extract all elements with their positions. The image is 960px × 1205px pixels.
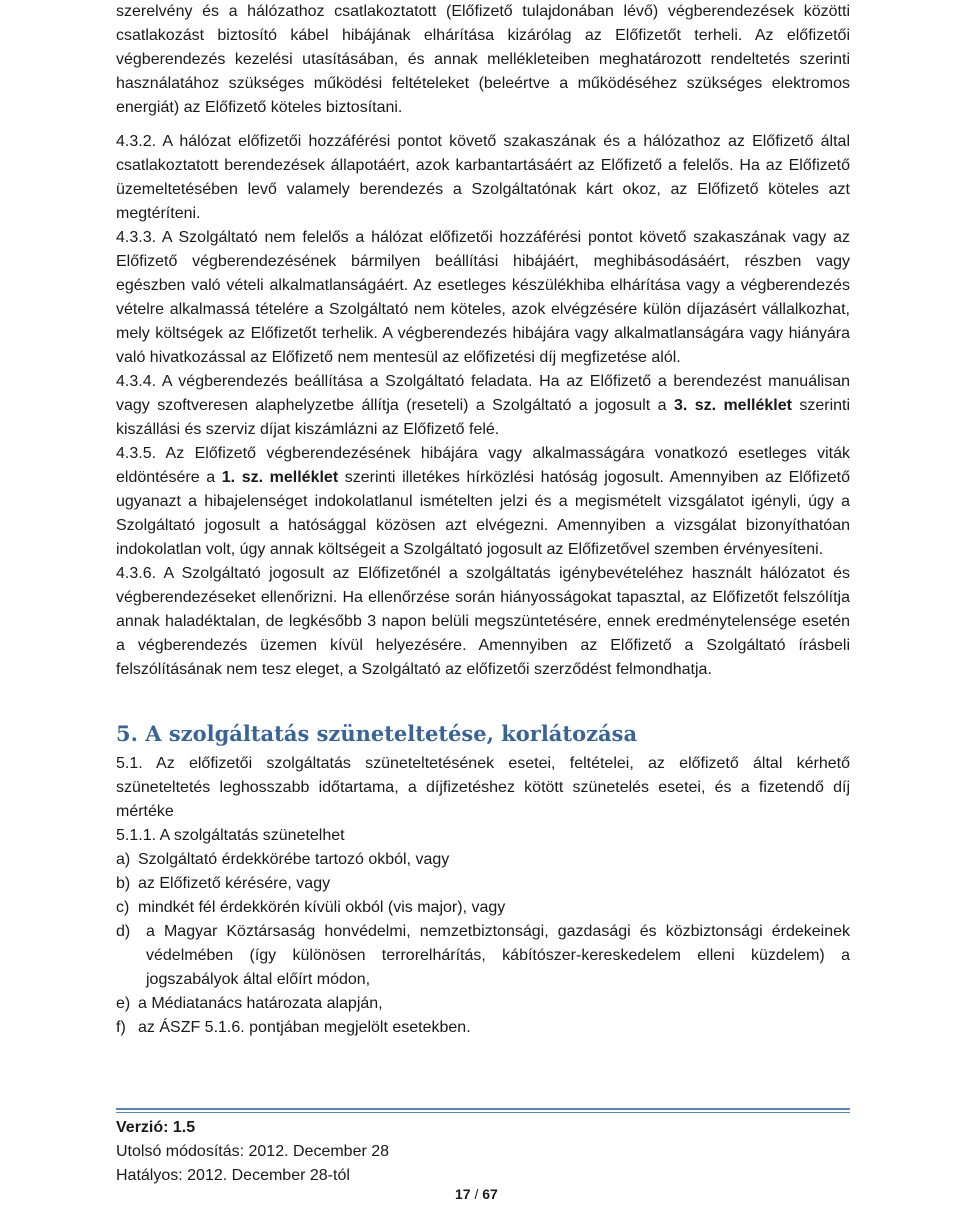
paragraph-4-3-3: 4.3.3. A Szolgáltató nem felelős a hálózat előfizetői hozzáférési pontot követő szakaszának vagy az Előfizető végberendezésének bármilyen beállítási hibájáért, meghibásodásáért, részben vagy egészben való vételi alkalmatlanságáért. Az esetleges készülékhiba elhárítása vagy a végberendezés vételre alkalmassá tételére a Szolgáltató nem köteles, azok elvégzésére külön díjazásért vállalkozhat, mely költségek az Előfizetőt terhelik. A végberendezés hibájára vagy alkalmatlanságára vagy hiányára való hivatkozással az Előfizető nem mentesül az előfizetési díj megfizetése alól.	[116, 229, 850, 366]
paragraph-4-3-2: 4.3.2. A hálózat előfizetői hozzáférési pontot követő szakaszának és a hálózathoz az Előfizető által csatlakoztatott berendezések állapotáért, azok karbantartásáért az Előfizető a felelős. Ha az Előfizető üzemeltetésében levő valamely berendezés a Szolgáltatónak kárt okoz, az Előfizető köteles azt megtéríteni.	[116, 133, 850, 222]
paragraph-continuation: szerelvény és a hálózathoz csatlakoztatott (Előfizető tulajdonában lévő) végberendezések közötti csatlakozást biztosító kábel hibájának elhárítása kizárólag az Előfizetőt terheli. Az előfizetői végberendezés kezelési utasításában, és annak mellékleteiben meghatározott rendeltetés szerinti használatához szükséges működési feltételeket (beleértve a működéséhez szükséges elektromos energiát) az Előfizető köteles biztosítani.	[116, 3, 850, 116]
list-item-text: az Előfizető kérésére, vagy	[138, 875, 331, 892]
list-item	[116, 848, 850, 872]
list-item	[116, 992, 850, 1016]
list-marker: d)	[116, 923, 131, 940]
footer-divider	[116, 1108, 850, 1110]
paragraph-5-1-1: 5.1.1. A szolgáltatás szünetelhet	[116, 827, 345, 844]
section-heading-5: 5. A szolgáltatás szüneteltetése, korlátozása	[116, 721, 638, 746]
page-current: 17	[455, 1186, 471, 1202]
paragraph-4-3-6: 4.3.6. A Szolgáltató jogosult az Előfizetőnél a szolgáltatás igénybevételéhez használt hálózatot és végberendezéseket ellenőrizni. Ha ellenőrzése során hiányosságokat tapasztal, az Előfizetőt felszólítja annak haladéktalan, de legkésőbb 3 napon belüli megszüntetésére, ennek eredménytelensége esetén a végberendezés üzemen kívül helyezésére. Amennyiben az Előfizető a Szolgáltató írásbeli felszólításának nem tesz eleget, a Szolgáltató az előfizetői szerződést felmondhatja.	[116, 565, 850, 678]
list-item-text: az ÁSZF 5.1.6. pontjában megjelölt esetekben.	[138, 1019, 471, 1036]
annex-1-reference: 1. sz. melléklet	[221, 469, 339, 486]
page-separator: /	[470, 1186, 483, 1202]
paragraph-4-3-4-text-b: szerinti kiszállási és szerviz díjat kiszámlázni az Előfizető felé.	[116, 397, 851, 438]
footer	[116, 1116, 389, 1188]
footer-effective-date: Hatályos: 2012. December 28-tól	[116, 1167, 350, 1184]
paragraph-4-3-5-text-a: 4.3.5. Az Előfizető végberendezésének hibájára vagy alkalmasságára vonatkozó esetleges viták eldöntésére a	[116, 445, 850, 486]
list-item-text: Szolgáltató érdekkörébe tartozó okból, vagy	[138, 851, 450, 868]
paragraph-4-3-4-text-a: 4.3.4. A végberendezés beállítása a Szolgáltató feladata. Ha az Előfizető a berendezést manuálisan vagy szoftveresen alaphelyzetbe állítja (reseteli) a Szolgáltató a jogosult a	[116, 373, 850, 414]
annex-3-reference: 3. sz. melléklet	[673, 397, 792, 414]
suspension-reasons-list	[116, 848, 850, 1040]
paragraph-4-3-5-text-b: szerinti illetékes hírközlési hatóság jogosult. Amennyiben az Előfizető ugyanazt a hibajelenséget indokolatlanul ismételten jelzi és a megismételt vizsgálatot igényli, úgy a Szolgáltató jogosult a hatósággal közösen azt elvégezni. Amennyiben a vizsgálat bizonyíthatóan indokolatlan volt, úgy annak költségeit a Szolgáltató jogosult az Előfizetővel szemben érvényesíteni.	[116, 469, 851, 558]
list-marker: e)	[116, 995, 131, 1012]
list-item	[116, 920, 850, 992]
list-item-text: mindkét fél érdekkörén kívüli okból (vis major), vagy	[138, 899, 506, 916]
paragraph-4-3-5	[116, 442, 850, 562]
list-marker: b)	[116, 875, 131, 892]
page-total: 67	[482, 1186, 498, 1202]
paragraph-5-1: 5.1. Az előfizetői szolgáltatás szüneteltetésének esetei, feltételei, az előfizető által kérhető szüneteltetés leghosszabb időtartama, a díjfizetéshez kötött szünetelés esetei, és a fizetendő díj mértéke	[116, 755, 850, 820]
list-item	[116, 896, 850, 920]
list-marker: c)	[116, 899, 130, 916]
list-marker: f)	[116, 1019, 126, 1036]
footer-last-modified: Utolsó módosítás: 2012. December 28	[116, 1143, 390, 1160]
list-item-text: a Médiatanács határozata alapján,	[138, 995, 383, 1012]
footer-version: Verzió: 1.5	[116, 1119, 196, 1136]
list-item	[116, 1016, 850, 1040]
paragraph-4-3-4	[116, 370, 850, 442]
list-marker: a)	[116, 851, 131, 868]
page-number	[455, 1186, 498, 1202]
document-page	[116, 0, 850, 1040]
list-item-text: a Magyar Köztársaság honvédelmi, nemzetbiztonsági, gazdasági és közbiztonsági érdekeinek védelmében (így különösen terrorelhárítás, kábítószer-kereskedelem elleni küzdelem) a jogszabályok által előírt módon,	[146, 923, 850, 988]
list-item	[116, 872, 850, 896]
